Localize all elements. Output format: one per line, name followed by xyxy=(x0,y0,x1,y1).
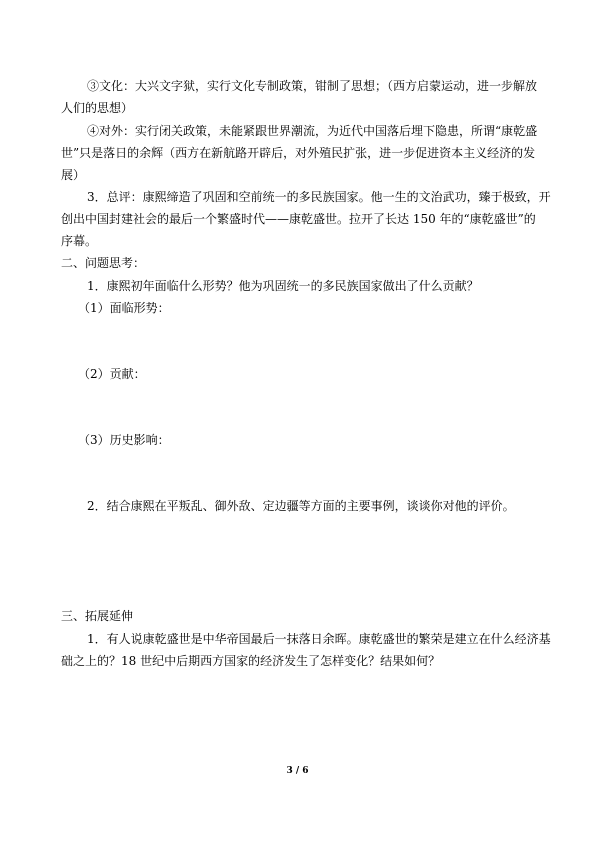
question-1-sub-2: （2）贡献： xyxy=(78,367,146,381)
question-1-sub-3: （3）历史影响： xyxy=(78,433,170,447)
foreign-line-2: 世”只是落日的余辉（西方在新航路开辟后，对外殖民扩张，进一步促进资本主义经济的发 xyxy=(61,146,536,160)
summary-line-2: 创出中国封建社会的最后一个繁盛时代——康乾盛世。拉开了长达 150 年的“康乾盛世”的 xyxy=(61,212,536,226)
question-1-sub-1: （1）面临形势： xyxy=(78,301,170,315)
summary-line-3: 序幕。 xyxy=(61,234,98,248)
section-2-question-2: 2．结合康熙在平叛乱、御外敌、定边疆等方面的主要事例，谈谈你对他的评价。 xyxy=(87,499,515,513)
page-number: 3 / 6 xyxy=(286,766,309,776)
section-3-heading: 三、拓展延伸 xyxy=(61,609,134,623)
summary-line-1: 3．总评：康熙缔造了巩固和空前统一的多民族国家。他一生的文治武功，臻于极致，开 xyxy=(87,190,551,204)
section-2-heading: 二、问题思考： xyxy=(61,256,146,270)
culture-line-2: 人们的思想） xyxy=(61,101,134,115)
foreign-line-3: 展） xyxy=(61,168,86,182)
section-3-question-1-line-1: 1．有人说康乾盛世是中华帝国最后一抹落日余晖。康乾盛世的繁荣是建立在什么经济基 xyxy=(87,632,551,646)
foreign-line-1: ④对外：实行闭关政策，未能紧跟世界潮流，为近代中国落后埋下隐患，所谓“康乾盛 xyxy=(87,124,538,138)
culture-line-1: ③文化：大兴文字狱，实行文化专制政策，钳制了思想；（西方启蒙运动，进一步解放 xyxy=(87,79,538,93)
section-2-question-1: 1．康熙初年面临什么形势？他为巩固统一的多民族国家做出了什么贡献？ xyxy=(87,279,479,293)
section-3-question-1-line-2: 础之上的？18 世纪中后期西方国家的经济发生了怎样变化？结果如何？ xyxy=(61,654,441,668)
